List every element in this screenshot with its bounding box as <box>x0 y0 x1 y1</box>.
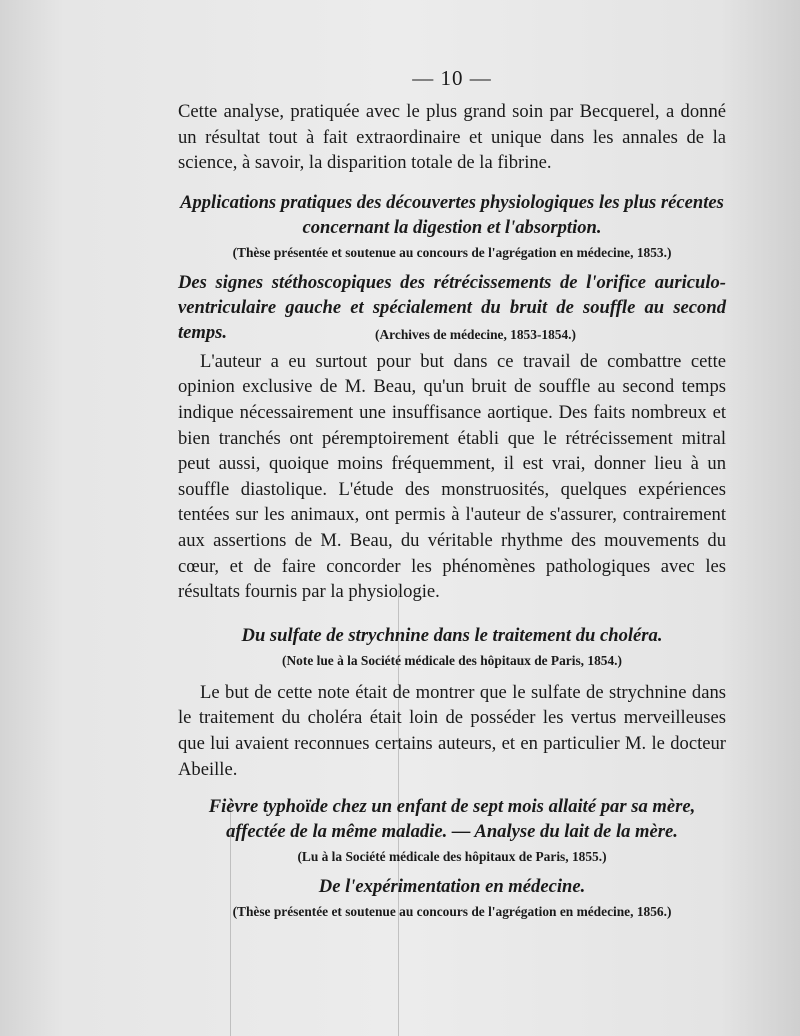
note-archives: (Archives de médecine, 1853-1854.) <box>375 326 576 342</box>
note-these-1853: (Thèse présentée et soutenue au concours de l'agrégation en médecine, 1853.) <box>232 244 672 260</box>
heading-experimentation: De l'expérimentation en médecine. <box>318 876 586 898</box>
note-societe-1854: (Note lue à la Société médicale des hôpitaux de Paris, 1854.) <box>282 652 622 668</box>
text-column <box>178 66 726 929</box>
paragraph-beau: L'auteur a eu surtout pour but dans ce travail de combattre cette opinion exclusive de M. Beau, qu'un bruit de souffle au second temps indique nécessairement une insuffisance aortique. Des faits nombreux et bien tranchés ont péremptoirement établi que le rétrécissement mitral peut aussi, quoique moins fréquemment, il est vrai, donner lieu à un souffle diastolique. L'étude des monstruosités, quelques expériences tentées sur les animaux, ont permis à l'auteur de s'assurer, contrairement aux assertions de M. Beau, du véritable rhythme des mouvements du cœur, et de faire concorder les phénomènes pathologiques avec les résultats fournis par la physiologie. <box>178 350 726 603</box>
heading-applications: Applications pratiques des découvertes physiologiques les plus récentes concernant la digestion et l'absorption. <box>180 191 724 238</box>
paragraph-strychnine: Le but de cette note était de montrer que le sulfate de strychnine dans le traitement du choléra était loin de posséder les vertus merveilleuses que lui avaient reconnues certains auteurs, et en particulier M. le docteur Abeille. <box>178 681 726 780</box>
heading-signes-stethoscopiques: Des signes stéthoscopiques des rétrécissements de l'orifice auriculo-ventriculaire gauche et spécialement du bruit de souffle au second temps. <box>178 271 726 343</box>
note-societe-1855: (Lu à la Société médicale des hôpitaux de Paris, 1855.) <box>297 849 607 865</box>
paragraph-becquerel: Cette analyse, pratiquée avec le plus grand soin par Becquerel, a donné un résultat tout à fait extraordinaire et unique dans les annales de la science, à savoir, la disparition totale de la fibrine. <box>178 101 726 174</box>
page-number: — 10 — <box>412 66 492 90</box>
note-these-1856: (Thèse présentée et soutenue au concours de l'agrégation en médecine, 1856.) <box>232 904 672 920</box>
heading-strychnine: Du sulfate de strychnine dans le traitement du choléra. <box>241 624 663 646</box>
heading-fievre-typhoide: Fièvre typhoïde chez un enfant de sept mois allaité par sa mère, affectée de la même maladie. — Analyse du lait de la mère. <box>208 796 696 843</box>
